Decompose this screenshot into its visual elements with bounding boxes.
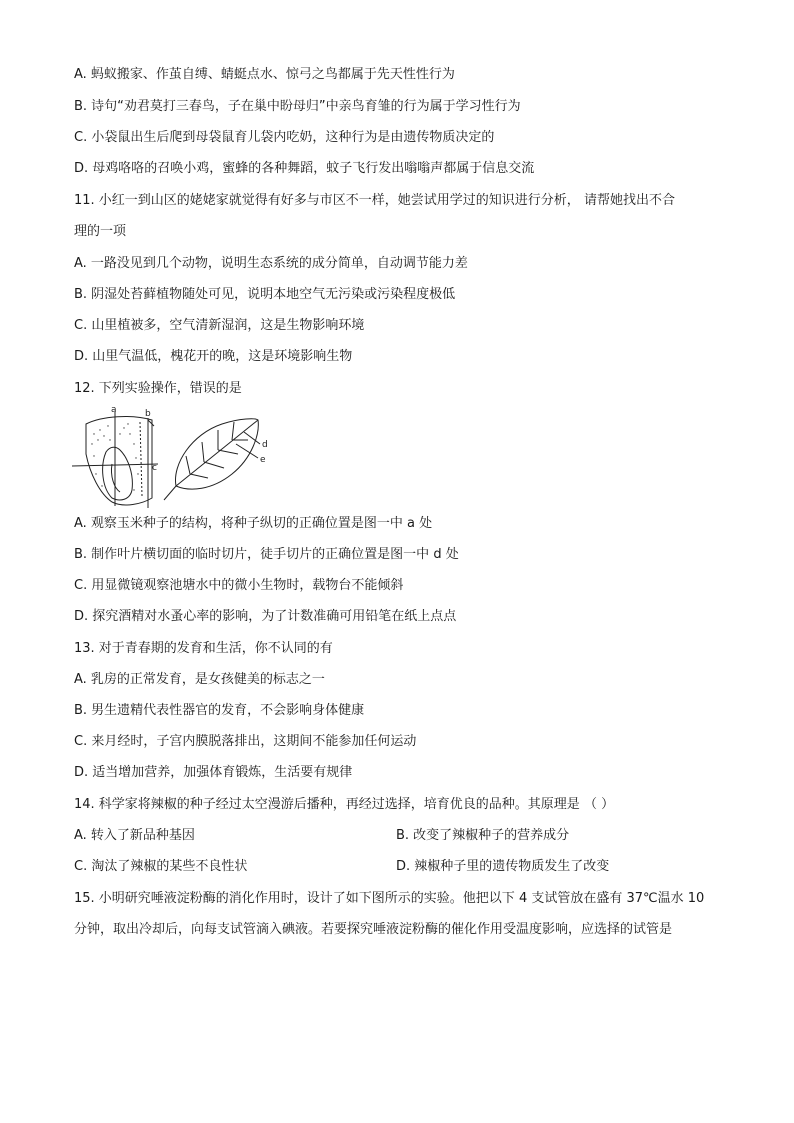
corn-seed-drawing bbox=[72, 412, 158, 508]
q10-option-c: C. 小袋鼠出生后爬到母袋鼠育儿袋内吃奶，这种行为是由遗传物质决定的 bbox=[74, 130, 495, 145]
q12-option-c: C. 用显微镜观察池塘水中的微小生物时，载物台不能倾斜 bbox=[74, 578, 404, 593]
q13-option-c: C. 来月经时，子宫内膜脱落排出，这期间不能参加任何运动 bbox=[74, 734, 417, 749]
leaf-label-e: e bbox=[260, 455, 266, 465]
q11-option-b: B. 阴湿处苔藓植物随处可见，说明本地空气无污染或污染程度极低 bbox=[74, 287, 456, 302]
q14-option-a: A. 转入了新品种基因 bbox=[74, 828, 195, 843]
seed-label-b: b bbox=[145, 409, 151, 419]
q12-stem: 12. 下列实验操作，错误的是 bbox=[74, 381, 242, 396]
q13-option-a: A. 乳房的正常发育，是女孩健美的标志之一 bbox=[74, 672, 325, 687]
q14-option-b: B. 改变了辣椒种子的营养成分 bbox=[396, 828, 570, 843]
q14-option-c: C. 淘汰了辣椒的某些不良性状 bbox=[74, 859, 248, 874]
q12-option-d: D. 探究酒精对水蚤心率的影响，为了计数准确可用铅笔在纸上点点 bbox=[74, 609, 457, 624]
leaf-label-d: d bbox=[262, 440, 268, 450]
q15-stem-line2: 分钟，取出冷却后，向每支试管滴入碘液。若要探究唾液淀粉酶的催化作用受温度影响，应选择的试管是 bbox=[74, 922, 673, 937]
q11-option-c: C. 山里植被多，空气清新湿润，这是生物影响环境 bbox=[74, 318, 365, 333]
seed-label-a: a bbox=[111, 405, 117, 415]
q11-option-a: A. 一路没见到几个动物，说明生态系统的成分简单，自动调节能力差 bbox=[74, 256, 468, 271]
q14-stem: 14. 科学家将辣椒的种子经过太空漫游后播种，再经过选择，培育优良的品种。其原理是 （ ） bbox=[74, 797, 615, 812]
seed-and-leaf-figure bbox=[72, 404, 302, 508]
q10-option-b: B. 诗句“劝君莫打三春鸟，子在巢中盼母归”中亲鸟育雏的行为属于学习性行为 bbox=[74, 99, 521, 114]
q10-option-d: D. 母鸡咯咯的召唤小鸡，蜜蜂的各种舞蹈，蚊子飞行发出嗡嗡声都属于信息交流 bbox=[74, 161, 535, 176]
seed-label-c: c bbox=[152, 463, 157, 473]
q13-option-d: D. 适当增加营养，加强体育锻炼，生活要有规律 bbox=[74, 765, 353, 780]
q11-option-d: D. 山里气温低，槐花开的晚，这是环境影响生物 bbox=[74, 349, 353, 364]
q13-stem: 13. 对于青春期的发育和生活，你不认同的有 bbox=[74, 641, 333, 656]
q13-option-b: B. 男生遗精代表性器官的发育，不会影响身体健康 bbox=[74, 703, 365, 718]
q12-option-b: B. 制作叶片横切面的临时切片，徒手切片的正确位置是图一中 d 处 bbox=[74, 547, 459, 562]
q15-stem-line1: 15. 小明研究唾液淀粉酶的消化作用时，设计了如下图所示的实验。他把以下 4 支试管放在盛有 37℃温水 10 bbox=[74, 891, 705, 906]
q12-option-a: A. 观察玉米种子的结构，将种子纵切的正确位置是图一中 a 处 bbox=[74, 516, 433, 531]
q10-option-a: A. 蚂蚁搬家、作茧自缚、蜻蜓点水、惊弓之鸟都属于先天性性行为 bbox=[74, 67, 455, 82]
q14-option-d: D. 辣椒种子里的遗传物质发生了改变 bbox=[396, 859, 610, 874]
leaf-drawing bbox=[164, 419, 260, 500]
q11-stem-line2: 理的一项 bbox=[74, 224, 127, 239]
q11-stem-line1: 11. 小红一到山区的姥姥家就觉得有好多与市区不一样，她尝试用学过的知识进行分析， 请帮她找出不合 bbox=[74, 193, 675, 208]
